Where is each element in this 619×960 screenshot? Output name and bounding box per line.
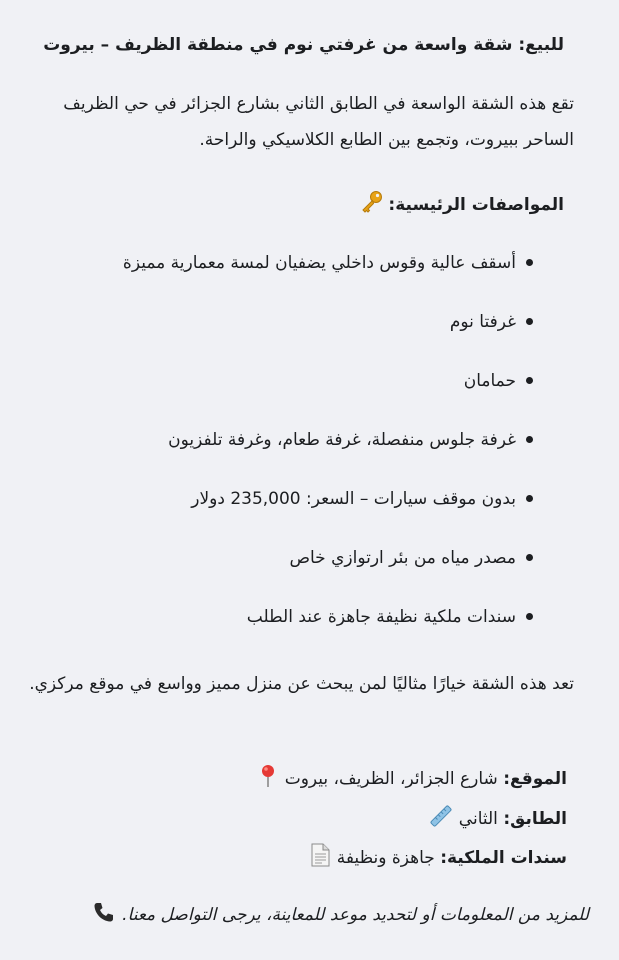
bullet-dot	[526, 377, 533, 384]
features-heading	[20, 189, 564, 221]
floor-value: الثاني	[458, 809, 498, 829]
feature-text: غرفة جلوس منفصلة، غرفة طعام، وغرفة تلفزيون	[168, 430, 516, 450]
list-item	[24, 602, 529, 661]
intro-paragraph: تقع هذه الشقة الواسعة في الطابق الثاني بشارع الجزائر في حي الظريف الساحر ببيروت، وتجمع بين الطابع الكلاسيكي والراحة.	[63, 94, 574, 150]
features-list	[24, 248, 529, 661]
list-item	[24, 484, 529, 543]
phone-icon	[92, 900, 116, 933]
list-item	[24, 366, 529, 425]
bullet-dot	[526, 436, 533, 443]
location-row	[257, 764, 567, 797]
list-item	[24, 543, 529, 602]
floor-label: الطابق:	[503, 809, 567, 829]
post-title: للبيع: شقة واسعة من غرفتي نوم في منطقة الظريف – بيروت	[43, 35, 564, 55]
feature-text: بدون موقف سيارات – السعر: 235,000 دولار	[191, 489, 516, 509]
bullet-dot	[526, 495, 533, 502]
pin-icon	[257, 764, 279, 797]
features-heading-text: المواصفات الرئيسية:	[388, 195, 564, 215]
feature-text: سندات ملكية نظيفة جاهزة عند الطلب	[246, 607, 516, 627]
contact-line	[92, 900, 589, 933]
floor-row	[429, 804, 567, 837]
ruler-icon	[429, 804, 453, 837]
feature-text: أسقف عالية وقوس داخلي يضفيان لمسة معمارية مميزة	[122, 253, 516, 273]
bullet-dot	[526, 554, 533, 561]
deeds-row	[309, 843, 567, 876]
list-item	[24, 307, 529, 366]
feature-text: مصدر مياه من بئر ارتوازي خاص	[289, 548, 516, 568]
deeds-value: جاهزة ونظيفة	[336, 848, 435, 868]
document-icon	[309, 843, 331, 876]
bullet-dot	[526, 259, 533, 266]
summary-paragraph: تعد هذه الشقة خيارًا مثاليًا لمن يبحث عن منزل مميز وواسع في موقع مركزي.	[29, 674, 574, 694]
contact-text: للمزيد من المعلومات أو لتحديد موعد للمعاينة، يرجى التواصل معنا.	[122, 905, 589, 925]
bullet-dot	[526, 318, 533, 325]
location-label: الموقع:	[503, 769, 567, 789]
feature-text: حمامان	[463, 371, 516, 391]
list-item	[24, 248, 529, 307]
deeds-label: سندات الملكية:	[440, 848, 567, 868]
bullet-dot	[526, 613, 533, 620]
key-icon	[360, 189, 384, 221]
location-value: شارع الجزائر، الظريف، بيروت	[284, 769, 498, 789]
list-item	[24, 425, 529, 484]
feature-text: غرفتا نوم	[449, 312, 516, 332]
